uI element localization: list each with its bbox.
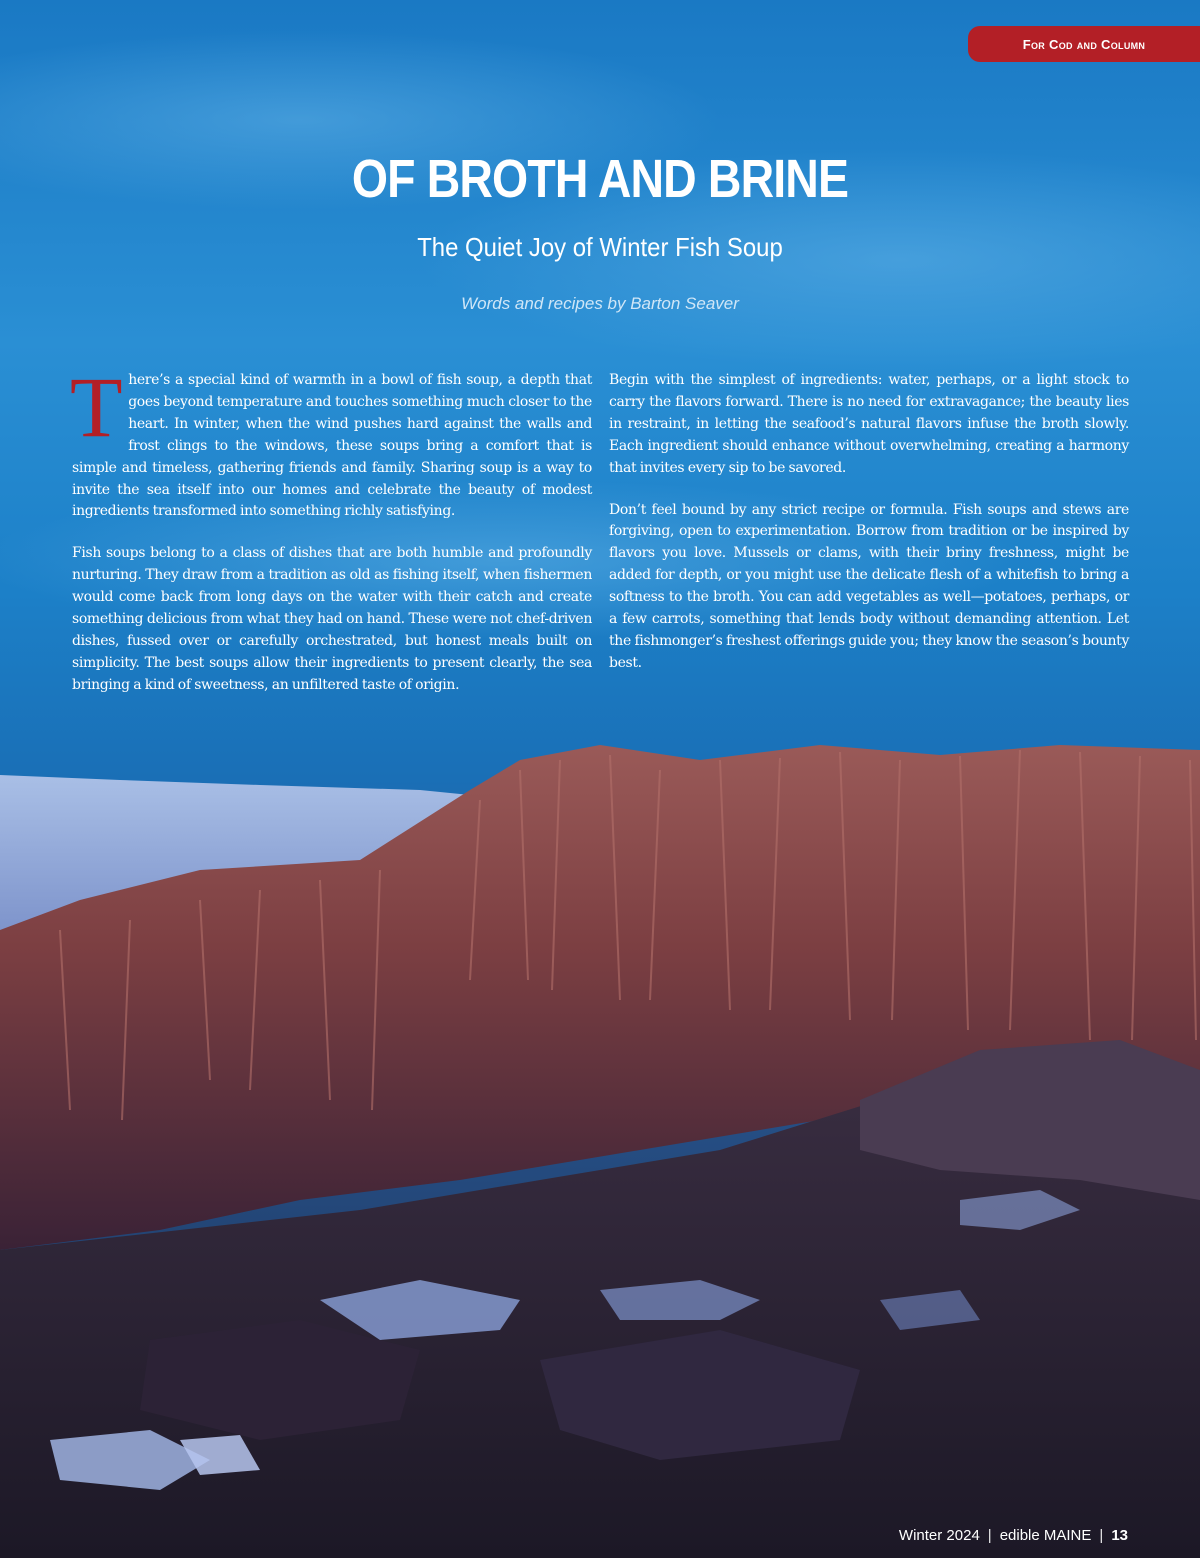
publication-name: edible MAINE xyxy=(999,1527,1092,1544)
footer-separator: | xyxy=(1099,1527,1104,1544)
section-tab xyxy=(968,26,1200,62)
article-title: OF BROTH AND BRINE xyxy=(351,149,849,209)
article-column-left xyxy=(70,359,592,717)
paragraph: Don’t feel bound by any strict recipe or formula. Fish soups and stews are forgiving, open to experimentation. Borrow from tradition or be inspired by flavors you love. Mussels or clams, with their briny freshness, might be added for depth, or you might use the delicate flesh of a whitefish to bring a softness to the broth. You can add vegetables as well—potatoes, perhaps, or a few carrots, something that lends body without demanding attention. Let the fishmonger’s freshest offerings guide you; they know the season’s bounty best. xyxy=(609,501,1129,671)
paragraph: Fish soups belong to a class of dishes that are both humble and profoundly nurturing. They draw from a tradition as old as fishing itself, when fishermen would come back from long days on the water with their catch and create something delicious from what they had on hand. These were not chef-driven dishes, fussed over or carefully orchestrated, but honest meals built on simplicity. The best soups allow their ingredients to present clearly, the sea bringing a kind of sweetness, an unfiltered taste of origin. xyxy=(72,545,592,693)
page-footer xyxy=(899,1527,1128,1544)
article-column-right xyxy=(609,370,1129,695)
footer-separator: | xyxy=(987,1527,992,1544)
page-number: 13 xyxy=(1111,1527,1128,1544)
article-subtitle: The Quiet Joy of Winter Fish Soup xyxy=(417,232,783,262)
drop-cap: T xyxy=(70,359,123,455)
paragraph-text: here’s a special kind of warmth in a bowl of fish soup, a depth that goes beyond temperature and touches something much closer to the heart. In winter, when the wind pushes hard against the walls and frost clings to the windows, these soups bring a comfort that is simple and timeless, gathering friends and family. Sharing soup is a way to invite the sea itself into our homes and celebrate the beauty of modest ingredients transformed into something richly satisfying. xyxy=(72,372,592,520)
article-byline: Words and recipes by Barton Seaver xyxy=(461,294,739,313)
paragraph xyxy=(70,359,592,523)
issue-date: Winter 2024 xyxy=(898,1527,980,1544)
section-tab-label: For Cod and Column xyxy=(1022,36,1146,52)
paragraph: Begin with the simplest of ingredients: water, perhaps, or a light stock to carry the flavors forward. There is no need for extravagance; the beauty lies in restraint, in letting the seafood’s natural flavors infuse the broth slowly. Each ingredient should enhance without overwhelming, creating a harmony that invites every sip to be savored. xyxy=(609,372,1129,476)
